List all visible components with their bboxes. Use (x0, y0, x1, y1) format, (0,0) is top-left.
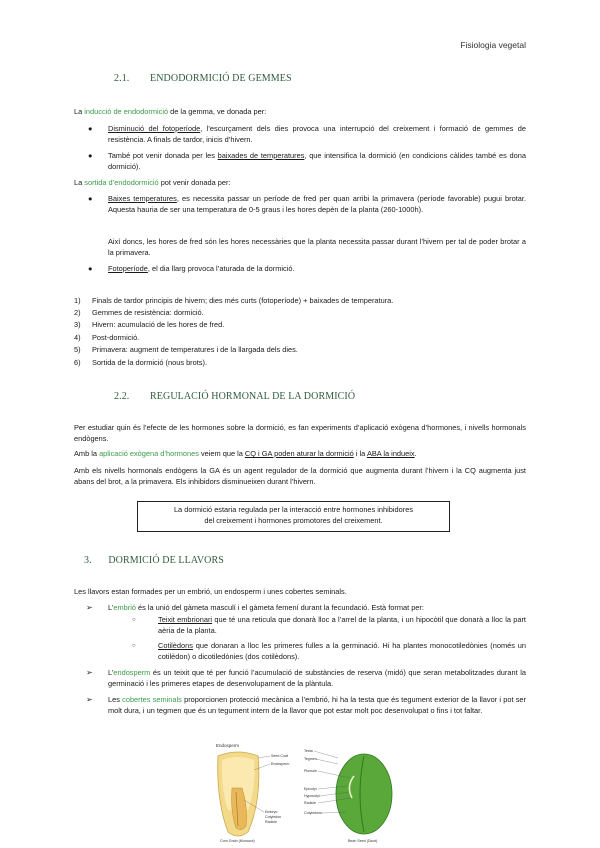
paragraph-induction (74, 107, 526, 118)
text: veiem que la (198, 449, 245, 458)
text: i la (353, 449, 367, 458)
caption-bean: Bean Seed (Dicot) (348, 839, 378, 843)
paragraph-exogenous (74, 449, 526, 460)
label-radicle: Radicle (265, 820, 277, 824)
section-heading-2-2 (114, 391, 355, 402)
label-plumule: Plumule (304, 769, 317, 773)
bean-seed-shape (336, 754, 392, 834)
text: és un teixit que té per funció l’acumulació de substàncies de reserva (midó) que seran metabolitzades durant la germinació i les primeres etapes de desenvolupament de la plàntula. (108, 668, 526, 688)
underlined-term: Fotoperíode (108, 264, 148, 273)
text: que donaran a lloc les primeres fulles a la germinació. Hi ha plantes monocotiledònies (només un cotilèdon) o dicotiledònies (dos cotilèdons). (158, 641, 526, 661)
circle-bullet-icon: ○ (132, 643, 136, 649)
list-item: Hivern: acumulació de les hores de fred. (92, 320, 225, 329)
text: , es necessita passar un període de fred per quan arribi la primavera (període favorable) pugui brotar. Aquesta hauria de ser una temperatura de 0-5 graus i les hores depèn de la planta (260-1000h). (108, 194, 526, 214)
text: L’ (108, 668, 114, 677)
section-title: DORMICIÓ DE LLAVORS (108, 555, 224, 566)
bullet-icon: ● (88, 124, 93, 133)
summary-line: La dormició estaria regulada per la interacció entre hormones inhibidores (173, 505, 414, 514)
bullet-icon: ● (88, 151, 93, 160)
text: Les (108, 695, 123, 704)
highlight-term: inducció de endodormició (84, 107, 169, 116)
underlined-term: CQ i GA poden aturar la dormició (244, 449, 354, 458)
label-endosperm: Endosperm (271, 762, 290, 766)
list-number: 3) (74, 320, 81, 329)
bullet-icon: ● (88, 194, 93, 203)
text: de la gemma, ve donada per: (168, 107, 267, 116)
bullet-photoperiod-2 (108, 264, 526, 275)
paragraph-endogenous: Amb els nivells hormonals endògens la GA és un agent regulador de la dormició que augmenta durant l’hivern i la CQ augmenta just abans del brot, a la primavera. Els inhibidors disminueixen durant l’hivern. (74, 466, 526, 486)
bullet-photoperiod (108, 124, 526, 146)
label-line (314, 751, 338, 758)
bullet-continuation: Així doncs, les hores de fred són les hores necessàries que la planta necessita passar durant l’hivern per tal de poder brotar a la primavera. (108, 237, 526, 257)
label-radicle-bean: Radicle (304, 801, 316, 805)
text: que té una reticula que donarà lloc a l’arrel de la planta, i un hipocòtil que donarà a lloc la part aèria de la planta. (158, 615, 526, 635)
label-cotyledon: Cotyledon (265, 815, 282, 819)
item-seed-coats (108, 695, 526, 717)
text: , que intensifica la dormició (en condicions càlides també es dona dormició). (108, 151, 526, 171)
list-number: 4) (74, 333, 81, 342)
label-hypocotyl: Hypocotyl (304, 794, 320, 798)
list-item: Sortida de la dormició (nous brots). (92, 358, 208, 367)
paragraph-hormones-intro: Per estudiar quin és l’efecte de les hormones sobre la dormició, es fan experiments d’aplicació exògena d’hormones, i nivells hormonals endògens. (74, 423, 526, 443)
underlined-term: ABA la indueix (366, 449, 415, 458)
arrow-bullet-icon: ➢ (86, 668, 93, 677)
section-title: REGULACIÓ HORMONAL DE LA DORMICIÓ (150, 391, 356, 402)
bullet-temperatures (108, 151, 526, 173)
text: és la unió del gàmeta masculí i el gàmeta femení durant la fecundació. Està format per: (135, 603, 424, 612)
list-item: Post-dormició. (92, 333, 140, 342)
item-cotyledons (158, 641, 526, 663)
underlined-term: baixades de temperatures (217, 151, 305, 160)
label-embryo: Embryo (265, 810, 278, 814)
section-heading-3 (84, 555, 224, 566)
bullet-icon: ● (88, 264, 93, 273)
caption-corn: Corn Grain (Monocot) (220, 839, 255, 843)
label-line (316, 759, 338, 764)
list-number: 2) (74, 308, 81, 317)
label-testa: Testa (304, 749, 313, 753)
section-number: 3. (84, 555, 92, 566)
text: proporcionen protecció mecànica a l’embrió, hi ha la testa que és tegument exterior de la llavor i pot ser molt dura, i un tegmen que és un tegument intern de la llavor que pot estar molt poc desenvolupat o fins i tot faltar. (108, 695, 526, 715)
list-item: Finals de tardor principis de hivern; dies més curts (fotoperíode) + baixades de temperatura. (92, 296, 394, 305)
text: , el dia llarg provoca l’aturada de la dormició. (147, 264, 295, 273)
underlined-term: Cotilèdons (158, 641, 193, 650)
underlined-term: Teixit embrionari (158, 615, 213, 624)
list-number: 1) (74, 296, 81, 305)
arrow-bullet-icon: ➢ (86, 603, 93, 612)
text: . (414, 449, 417, 458)
summary-box (137, 501, 450, 532)
highlight-term: endosperm (113, 668, 151, 677)
text: La (74, 178, 85, 187)
list-number: 6) (74, 358, 81, 367)
highlight-term: aplicació exògena d’hormones (99, 449, 199, 458)
highlight-term: sortida d’endodormició (84, 178, 159, 187)
section-number: 2.2. (114, 391, 130, 402)
bullet-low-temperatures (108, 194, 526, 216)
text: També pot venir donada per les (108, 151, 218, 160)
text: pot venir donada per: (158, 178, 231, 187)
summary-line: del creixement i hormones promotores del creixement. (204, 515, 383, 525)
text: , l’escurçament dels dies provoca una interrupció del creixement i formació de gemmes de resistència. A finals de tardor, inicis d’hivern. (108, 124, 526, 144)
seed-anatomy-figure (196, 740, 416, 845)
section-title: ENDODORMICIÓ DE GEMMES (150, 73, 292, 84)
label-line (258, 756, 270, 758)
highlight-term: embrió (113, 603, 136, 612)
highlight-term: cobertes seminals (122, 695, 182, 704)
circle-bullet-icon: ○ (132, 617, 136, 623)
text: Amb la (74, 449, 100, 458)
list-number: 5) (74, 345, 81, 354)
section-heading-2-1 (114, 73, 292, 84)
text: La (74, 107, 85, 116)
list-item: Gemmes de resistència: dormició. (92, 308, 204, 317)
running-header: Fisiologia vegetal (460, 40, 526, 50)
item-endosperm (108, 668, 526, 690)
paragraph-exit (74, 178, 526, 189)
arrow-bullet-icon: ➢ (86, 695, 93, 704)
label-seed-coat: Seed Coat (271, 754, 288, 758)
figure-title-endosperm: Endosperm (216, 743, 240, 748)
label-cotyledons: Cotyledons (304, 811, 322, 815)
underlined-term: Baixes temperatures (108, 194, 177, 203)
text: L’ (108, 603, 114, 612)
section-number: 2.1. (114, 73, 130, 84)
item-embryo (108, 603, 526, 614)
list-item: Primavera: augment de temperatures i de la llargada dels dies. (92, 345, 298, 354)
label-epicotyl: Epicotyl (304, 787, 317, 791)
underlined-term: Disminució del fotoperíode (108, 124, 201, 133)
paragraph-seeds: Les llavors estan formades per un embrió, un endosperm i unes cobertes seminals. (74, 587, 347, 596)
label-tegmen: Tegmen (304, 757, 317, 761)
item-embryonic-tissue (158, 615, 526, 637)
